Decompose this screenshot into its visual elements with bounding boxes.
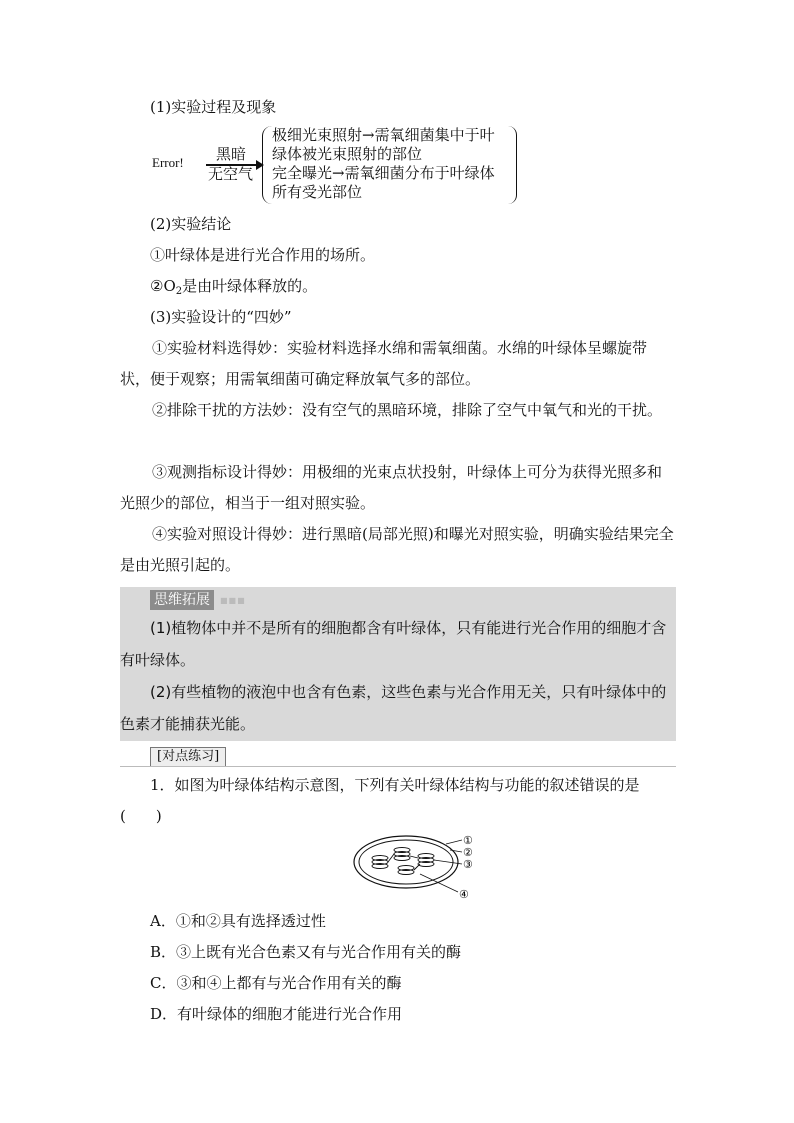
conclusion-2: $②O_2$是由叶绿体释放的。 <box>150 277 318 297</box>
section-heading-conclusion: (2)实验结论 <box>150 215 232 233</box>
question-blank: ( ) <box>120 807 162 825</box>
chloroplast-figure <box>350 826 490 902</box>
result-2-line2: 所有受光部位 <box>272 183 363 201</box>
result-2-line1: 完全曝光→需氧细菌分布于叶绿体 <box>272 164 495 182</box>
figure-label-2: ② <box>463 846 473 859</box>
figure-label-1: ① <box>463 834 473 847</box>
design-point-1: ①实验材料选得妙：实验材料选择水绵和需氧细菌。水绵的叶绿体呈螺旋带状，便于观察；用需氧细菌可确定释放氧气多的部位。 <box>120 339 648 388</box>
condition-no-air: 无空气 <box>208 165 254 183</box>
option-d[interactable]: D．有叶绿体的细胞才能进行光合作用 <box>150 1005 403 1023</box>
option-b[interactable]: B．③上既有光合色素又有与光合作用有关的酶 <box>150 943 462 961</box>
design-point-3: ③观测指标设计得妙：用极细的光束点状投射，叶绿体上可分为获得光照多和光照少的部位，相当于一组对照实验。 <box>120 463 663 512</box>
figure-label-3: ③ <box>463 858 473 871</box>
section-heading-four-wonders: (3)实验设计的“四妙” <box>150 308 292 326</box>
figure-label-4: ④ <box>459 888 469 901</box>
extension-dots-icon: ■■■ <box>220 596 246 605</box>
design-point-2: ②排除干扰的方法妙：没有空气的黑暗环境，排除了空气中氧气和光的干扰。 <box>152 401 663 419</box>
conclusion-1: ①叶绿体是进行光合作用的场所。 <box>150 246 376 264</box>
option-c[interactable]: C．③和④上都有与光合作用有关的酶 <box>150 974 402 992</box>
extension-item-2: (2)有些植物的液泡中也含有色素，这些色素与光合作用无关，只有叶绿体中的色素才能捕获光能。 <box>120 683 667 733</box>
condition-dark: 黑暗 <box>216 145 247 163</box>
error-text: Error! <box>152 155 184 170</box>
extension-item-1: (1)植物体中并不是所有的细胞都含有叶绿体，只有能进行光合作用的细胞才含有叶绿体。 <box>120 619 667 669</box>
question-text: 1．如图为叶绿体结构示意图，下列有关叶绿体结构与功能的叙述错误的是 <box>150 776 640 794</box>
extension-tag: 思维拓展 <box>150 590 214 610</box>
result-1-line2: 绿体被光束照射的部位 <box>272 145 423 163</box>
option-a[interactable]: A．①和②具有选择透过性 <box>150 912 326 930</box>
practice-divider <box>120 766 676 767</box>
practice-tag: [对点练习] <box>150 747 226 767</box>
result-1-line1: 极细光束照射→需氧细菌集中于叶 <box>272 126 495 144</box>
design-point-4: ④实验对照设计得妙：进行黑暗(局部光照)和曝光对照实验，明确实验结果完全是由光照引起的。 <box>120 525 674 574</box>
right-brace <box>508 126 517 204</box>
section-heading-process: (1)实验过程及现象 <box>150 98 277 116</box>
